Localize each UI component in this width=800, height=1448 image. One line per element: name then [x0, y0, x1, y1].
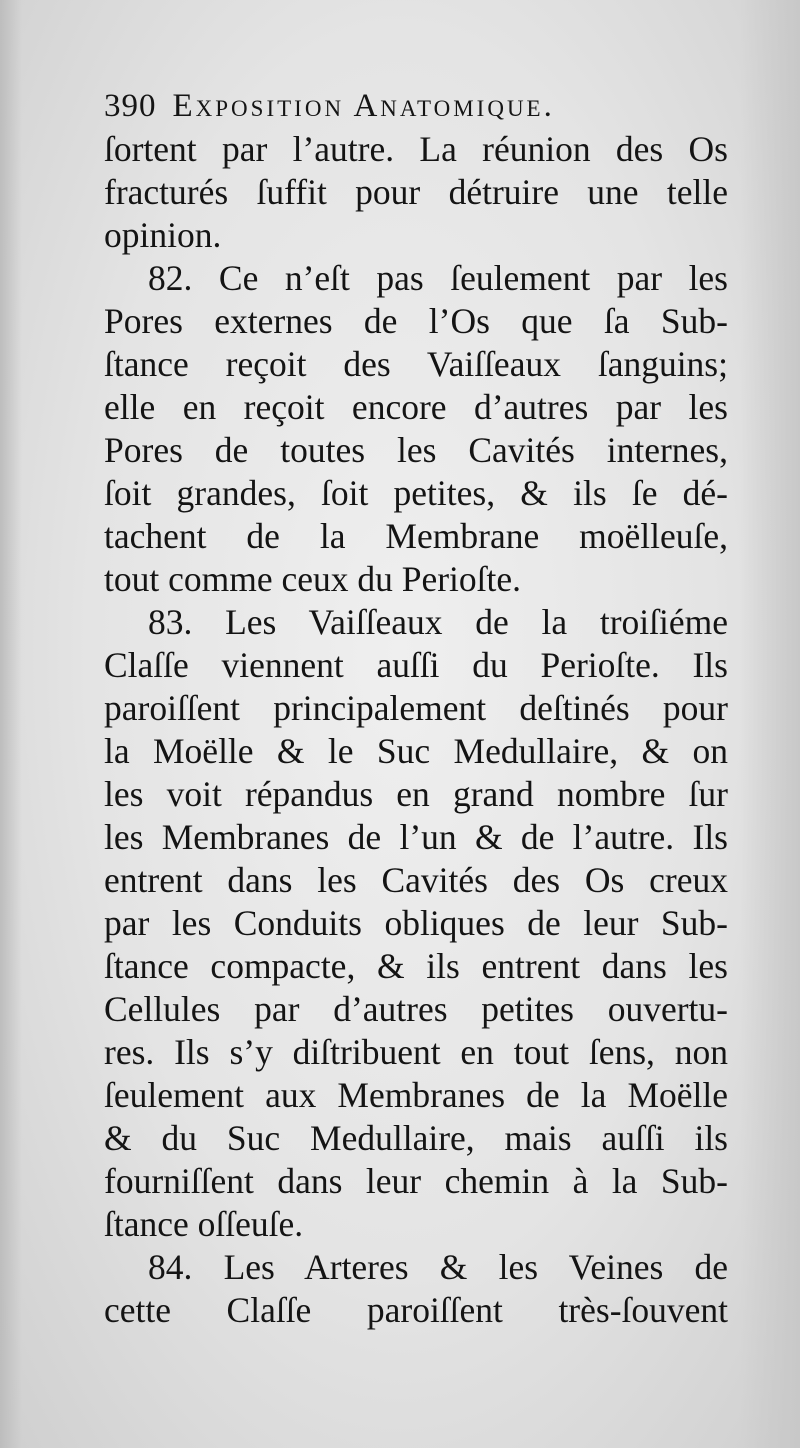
text-line: entrent dans les Cavités des Os creux	[104, 860, 728, 900]
text-line: fracturés ſuffit pour détruire une telle	[104, 172, 728, 212]
text-line: ſortent par l’autre. La réunion des Os	[104, 129, 728, 169]
text-line: elle en reçoit encore d’autres par les	[104, 387, 728, 427]
page-body-text	[104, 128, 728, 1332]
text-line: fourniſſent dans leur chemin à la Sub-	[104, 1161, 728, 1201]
text-line: la Moëlle & le Suc Medullaire, & on	[104, 731, 728, 771]
text-line: par les Conduits obliques de leur Sub-	[104, 903, 728, 943]
page-gutter-shadow	[0, 0, 22, 1448]
page-header	[104, 86, 664, 126]
text-line: & du Suc Medullaire, mais auſſi ils	[104, 1118, 728, 1158]
text-line: les Membranes de l’un & de l’autre. Ils	[104, 817, 728, 857]
text-line: Pores externes de l’Os que ſa Sub-	[104, 301, 728, 341]
text-line: ſeulement aux Membranes de la Moëlle	[104, 1075, 728, 1115]
text-line: paroiſſent principalement deſtinés pour	[104, 688, 728, 728]
text-line: ſoit grandes, ſoit petites, & ils ſe dé-	[104, 473, 728, 513]
paragraph-83-start: 83. Les Vaiſſeaux de la troiſiéme	[148, 602, 728, 642]
text-line: ſtance reçoit des Vaiſſeaux ſanguins;	[104, 344, 728, 384]
text-line: Claſſe viennent auſſi du Perioſte. Ils	[104, 645, 728, 685]
paragraph-82-start: 82. Ce n’eſt pas ſeulement par les	[148, 258, 728, 298]
text-line: ſtance compacte, & ils entrent dans les	[104, 946, 728, 986]
text-line: res. Ils s’y diſtribuent en tout ſens, non	[104, 1032, 728, 1072]
paragraph-84-start: 84. Les Arteres & les Veines de	[148, 1247, 728, 1287]
running-title: Exposition Anatomique.	[172, 88, 555, 124]
page-number: 390	[104, 88, 157, 124]
text-line: tout comme ceux du Perioſte.	[104, 559, 522, 599]
text-line: Cellules par d’autres petites ouvertu-	[104, 989, 728, 1029]
text-line: cette Claſſe paroiſſent très-ſouvent	[104, 1290, 728, 1330]
page-edge-shadow	[740, 0, 800, 1448]
text-line: ſtance oſſeuſe.	[104, 1204, 304, 1244]
text-line: Pores de toutes les Cavités internes,	[104, 430, 728, 470]
text-line: tachent de la Membrane moëlleuſe,	[104, 516, 728, 556]
text-line: opinion.	[104, 215, 222, 255]
text-line: les voit répandus en grand nombre ſur	[104, 774, 728, 814]
